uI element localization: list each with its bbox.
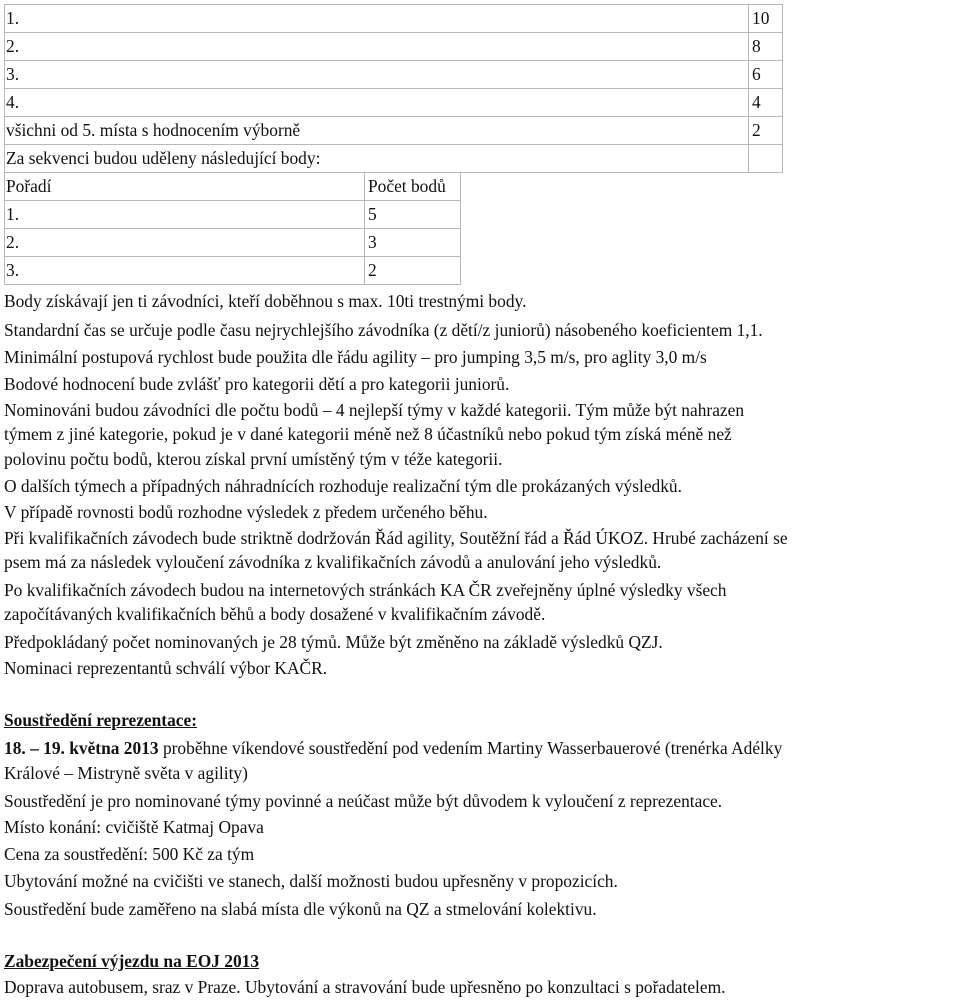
paragraph-results-2: započítávaných kvalifikačních běhů a body dosažené v kvalifikačním závodě. <box>4 604 546 624</box>
table-cell-points: 4 <box>749 89 783 117</box>
table-cell-empty <box>749 145 783 173</box>
table-cell-points: 8 <box>749 33 783 61</box>
paragraph-tie: V případě rovnosti bodů rozhodne výsledek z předem určeného běhu. <box>4 502 488 522</box>
table-note: Za sekvenci budou uděleny následující body: <box>5 145 749 173</box>
camp-line-accommodation: Ubytování možné na cvičišti ve stanech, další možnosti budou upřesněny v propozicích. <box>4 871 618 891</box>
table-cell-place: 1. <box>5 5 749 33</box>
camp-line-mandatory: Soustředění je pro nominované týmy povinné a neúčast může být důvodem k vyloučení z reprezentace. <box>4 791 723 811</box>
camp-line-focus: Soustředění bude zaměřeno na slabá místa dle výkonů na QZ a stmelování kolektivu. <box>4 899 597 919</box>
camp-date-line <box>4 740 782 757</box>
table-cell-place: 1. <box>5 201 365 229</box>
camp-description: proběhne víkendové soustředění pod vedením Martiny Wasserbauerové (trenérka Adélky <box>158 738 783 758</box>
header-place: Pořadí <box>5 173 365 201</box>
paragraph-results-1: Po kvalifikačních závodech budou na internetových stránkách KA ČR zveřejněny úplné výsledky všech <box>4 580 727 600</box>
table-cell-place: 3. <box>5 257 365 285</box>
paragraph-standard-time: Standardní čas se určuje podle času nejrychlejšího závodníka (z dětí/z juniorů) násobeného koeficientem 1,1. <box>4 320 763 340</box>
table-cell-points: 10 <box>749 5 783 33</box>
camp-date: 18. – 19. května 2013 <box>4 738 159 758</box>
table-cell-place: 2. <box>5 33 749 61</box>
table-row <box>5 5 783 33</box>
paragraph-scoring: Bodové hodnocení bude zvlášť pro kategorii dětí a pro kategorii juniorů. <box>4 374 510 394</box>
camp-line-price: Cena za soustředění: 500 Kč za tým <box>4 844 255 864</box>
table-cell-points: 6 <box>749 61 783 89</box>
sequence-points-table <box>4 172 461 285</box>
heading-eoj-trip: Zabezpečení výjezdu na EOJ 2013 <box>4 951 260 971</box>
eoj-line-transport: Doprava autobusem, sraz v Praze. Ubytování a stravování bude upřesněno po konzultaci s pořadatelem. <box>4 977 726 997</box>
table-cell-place: všichni od 5. místa s hodnocením výborně <box>5 117 749 145</box>
table-cell-place: 2. <box>5 229 365 257</box>
camp-line-coach: Králové – Mistryně světa v agility) <box>4 763 248 783</box>
table-row <box>5 117 783 145</box>
paragraph-other-teams: O dalších týmech a případných náhradnících rozhoduje realizační tým dle prokázaných výsledků. <box>4 476 682 496</box>
paragraph-nomination-3: polovinu počtu bodů, kterou získal první umístěný tým v téže kategorii. <box>4 449 503 469</box>
table-row <box>5 201 461 229</box>
table-cell-points: 5 <box>365 201 461 229</box>
table-cell-points: 3 <box>365 229 461 257</box>
heading-training-camp: Soustředění reprezentace: <box>4 710 198 730</box>
table-row <box>5 257 461 285</box>
table-row <box>5 89 783 117</box>
table-row <box>5 229 461 257</box>
paragraph-points-limit: Body získávají jen ti závodníci, kteří doběhnou s max. 10ti trestnými body. <box>4 291 527 311</box>
paragraph-rules-1: Při kvalifikačních závodech bude striktně dodržován Řád agility, Soutěžní řád a Řád ÚKOZ. Hrubé zacházení se <box>4 528 788 548</box>
paragraph-nomination-1: Nominováni budou závodníci dle počtu bodů – 4 nejlepší týmy v každé kategorii. Tým může být nahrazen <box>4 400 745 420</box>
table-cell-points: 2 <box>749 117 783 145</box>
table-cell-points: 2 <box>365 257 461 285</box>
paragraph-rules-2: psem má za následek vyloučení závodníka z kvalifikačních závodů a anulování jeho výsledků. <box>4 552 662 572</box>
header-points: Počet bodů <box>365 173 461 201</box>
camp-line-venue: Místo konání: cvičiště Katmaj Opava <box>4 817 264 837</box>
table-cell-place: 3. <box>5 61 749 89</box>
paragraph-approval: Nominaci reprezentantů schválí výbor KAČR. <box>4 658 328 678</box>
paragraph-team-count: Předpokládaný počet nominovaných je 28 týmů. Může být změněno na základě výsledků QZJ. <box>4 632 663 652</box>
table-cell-place: 4. <box>5 89 749 117</box>
table-row <box>5 145 783 173</box>
table-row <box>5 33 783 61</box>
table-header-row <box>5 173 461 201</box>
points-table-main <box>4 4 783 173</box>
paragraph-min-speed: Minimální postupová rychlost bude použita dle řádu agility – pro jumping 3,5 m/s, pro aglity 3,0 m/s <box>4 347 707 367</box>
table-row <box>5 61 783 89</box>
paragraph-nomination-2: týmem z jiné kategorie, pokud je v dané kategorii méně než 8 účastníků nebo pokud tým získá méně než <box>4 424 732 444</box>
document-page <box>4 4 956 285</box>
